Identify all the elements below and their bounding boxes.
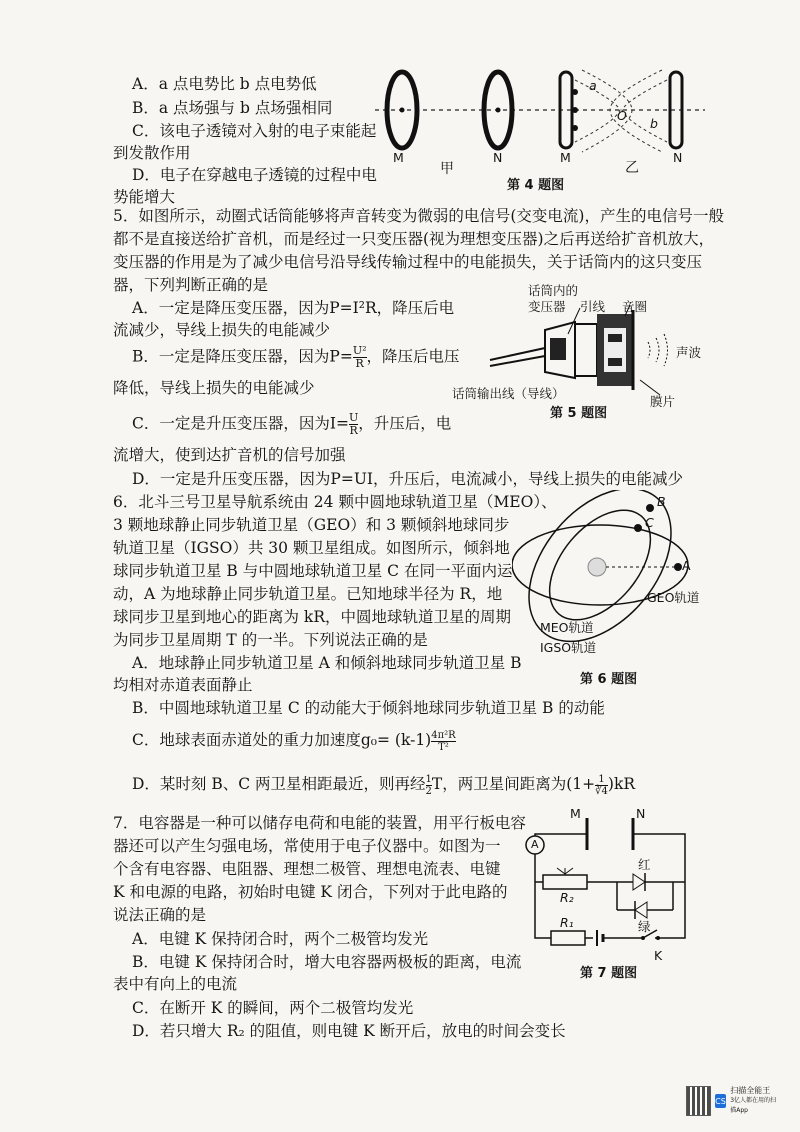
q5-option-a: A．一定是降压变压器，因为P=I²R，降压后电 <box>132 299 455 317</box>
badge-subtitle: 3亿人都在用的扫描App <box>730 1097 777 1114</box>
q6-option-d-pre: D．某时刻 B、C 两卫星相距最近，则再经 <box>132 775 426 793</box>
q5-option-c-cont: 流增大，使到达扩音机的信号加强 <box>113 446 346 464</box>
q6-label-meo: MEO轨道 <box>540 620 594 635</box>
q7-stem-line4: K 和电源的电路，初始时电键 K 闭合，下列对于此电路的 <box>113 883 508 901</box>
badge-app-name: 扫描全能王 <box>730 1086 771 1095</box>
q6-option-c-pre: C．地球表面赤道处的重力加速度g₀= (k-1) <box>132 731 432 749</box>
q6-option-d-frac-den: 2 <box>425 785 432 797</box>
q4-option-d-cont: 势能增大 <box>113 188 176 206</box>
q5-label-coil: 音圈 <box>622 299 648 314</box>
q6-stem-line4: 球同步轨道卫星 B 与中圆地球轨道卫星 C 在同一平面内运 <box>113 562 513 580</box>
q6-label-geo: GEO轨道 <box>647 590 700 605</box>
q5-option-b-post: ，降压后电压 <box>366 347 460 366</box>
q5-option-c-post: ，升压后，电 <box>358 414 452 433</box>
q7-ammeter-icon: A <box>531 838 539 851</box>
q5-label-transformer: 话筒内的 <box>528 283 579 298</box>
qr-code-icon <box>686 1086 711 1116</box>
q6-label-igso: IGSO轨道 <box>540 640 597 655</box>
q7-stem-line2: 器还可以产生匀强电场，常使用于电子仪器中。如图为一 <box>113 837 501 855</box>
q5-label-lead: 引线 <box>580 299 606 314</box>
q7-caption: 第 7 题图 <box>580 966 638 981</box>
q4-label-yi: 乙 <box>625 160 639 176</box>
q5-stem-line4: 器，下列判断正确的是 <box>113 276 269 294</box>
q6-option-c-num: 4π²R <box>431 729 456 741</box>
q5-label-membrane: 膜片 <box>650 394 676 409</box>
q5-option-c-num: U <box>348 411 359 424</box>
q6-stem-line3: 轨道卫星（IGSO）共 30 颗卫星组成。如图所示，倾斜地 <box>113 539 510 557</box>
q7-stem-line3: 个含有电容器、电阻器、理想二极管、理想电流表、电键 <box>113 860 501 878</box>
q7-stem-line1: 7．电容器是一种可以储存电荷和电能的装置，用平行板电容 <box>113 814 526 832</box>
q6-stem-line1: 6．北斗三号卫星导航系统由 24 颗中圆地球轨道卫星（MEO）、 <box>113 493 557 511</box>
q6-stem-line2: 3 颗地球静止同步轨道卫星（GEO）和 3 颗倾斜地球同步 <box>113 516 510 534</box>
q6-stem-line5: 动，A 为地球静止同步轨道卫星。已知地球半径为 R，地 <box>113 585 503 603</box>
q6-option-d-frac2-den: ∛4 <box>595 785 608 797</box>
q5-option-b-cont: 降低，导线上损失的电能减少 <box>113 379 315 397</box>
q4-label-m2: M <box>560 150 571 165</box>
q5-option-a-cont: 流减少，导线上损失的电能减少 <box>113 321 331 339</box>
q4-label-n2: N <box>673 150 683 165</box>
q6-stem-line6: 球同步卫星到地心的距离为 kR，中圆地球轨道卫星的周期 <box>113 608 511 626</box>
q4-option-d: D．电子在穿越电子透镜的过程中电 <box>132 166 377 184</box>
q4-label-n1: N <box>493 150 503 165</box>
q5-stem-line1: 5．如图所示，动圈式话筒能够将声音转变为微弱的电信号(交变电流)，产生的电信号一般 <box>113 207 724 225</box>
q5-stem-line3: 变压器的作用是为了减少电信号沿导线传输过程中的电能损失，关于话筒内的这只变压 <box>113 253 703 271</box>
q6-label-c: C <box>645 515 654 530</box>
q4-label-m1: M <box>393 150 404 165</box>
q6-option-d-frac-num: 1 <box>425 773 432 785</box>
q7-stem-line5: 说法正确的是 <box>113 906 207 924</box>
q4-label-b: b <box>650 116 658 131</box>
q4-label-a: a <box>589 78 597 93</box>
q5-option-c-pre: C．一定是升压变压器，因为I= <box>132 414 349 433</box>
q4-option-a: A．a 点电势比 b 点电势低 <box>132 75 317 93</box>
q7-option-b-cont: 表中有向上的电流 <box>113 975 238 993</box>
q5-option-c-den: R <box>349 424 358 437</box>
q6-caption: 第 6 题图 <box>580 672 638 687</box>
q5-option-b-num: U² <box>352 344 367 357</box>
q7-option-d: D．若只增大 R₂ 的阻值，则电键 K 断开后，放电的时间会变长 <box>132 1022 566 1040</box>
q5-stem-line2: 都不是直接送给扩音机，而是经过一只变压器(视为理想变压器)之后再送给扩音机放大， <box>113 230 715 248</box>
q4-option-c: C．该电子透镜对入射的电子束能起 <box>132 122 377 140</box>
q7-label-k: K <box>654 948 663 963</box>
q7-option-b: B．电键 K 保持闭合时，增大电容器两极板的距离，电流 <box>132 953 522 971</box>
q5-option-b <box>132 345 460 370</box>
q6-option-d-post: )kR <box>607 775 636 793</box>
q6-label-b: B <box>657 494 666 509</box>
q5-option-c <box>132 412 451 437</box>
q7-label-red: 红 <box>638 857 651 872</box>
q5-label-wave: 声波 <box>676 345 702 360</box>
q5-label-transformer2: 变压器 <box>528 299 566 314</box>
q4-label-o: O <box>617 108 627 123</box>
q4-caption: 第 4 题图 <box>507 178 565 193</box>
q7-label-m: M <box>570 806 581 821</box>
q4-label-jia: 甲 <box>440 161 454 177</box>
q5-option-b-pre: B．一定是降压变压器，因为P= <box>132 347 353 366</box>
q6-stem-line7: 为同步卫星周期 T 的一半。下列说法正确的是 <box>113 631 428 649</box>
q4-option-b: B．a 点场强与 b 点场强相同 <box>132 99 333 117</box>
scanner-badge <box>686 1084 782 1118</box>
q6-option-c <box>132 729 456 753</box>
q4-option-c-cont: 到发散作用 <box>113 144 191 162</box>
q6-option-d <box>132 773 635 797</box>
q7-label-n: N <box>636 806 646 821</box>
q5-option-d: D．一定是升压变压器，因为P=UI，升压后，电流减小，导线上损失的电能减少 <box>132 470 684 488</box>
q7-option-c: C．在断开 K 的瞬间，两个二极管均发光 <box>132 999 414 1017</box>
q6-option-d-frac2-num: 1 <box>595 774 608 786</box>
q7-label-r2: R₂ <box>560 890 574 905</box>
q5-caption: 第 5 题图 <box>550 406 608 421</box>
camscanner-logo-icon: CS <box>715 1094 726 1108</box>
q7-label-r1: R₁ <box>560 915 574 930</box>
q6-option-d-mid: T，两卫星间距离为(1+ <box>431 775 596 793</box>
q5-option-b-den: R <box>355 357 364 370</box>
q7-option-a: A．电键 K 保持闭合时，两个二极管均发光 <box>132 930 429 948</box>
q5-label-output: 话筒输出线（导线） <box>452 386 565 401</box>
q6-label-a: A <box>682 558 691 573</box>
q7-label-green: 绿 <box>638 919 651 934</box>
q7-figure <box>515 810 700 960</box>
q6-option-a-cont: 均相对赤道表面静止 <box>113 676 253 694</box>
q6-option-b: B．中圆地球轨道卫星 C 的动能大于倾斜地球同步轨道卫星 B 的动能 <box>132 699 605 717</box>
q6-option-a: A．地球静止同步轨道卫星 A 和倾斜地球同步轨道卫星 B <box>132 654 522 672</box>
q6-option-c-den: T² <box>438 741 449 753</box>
